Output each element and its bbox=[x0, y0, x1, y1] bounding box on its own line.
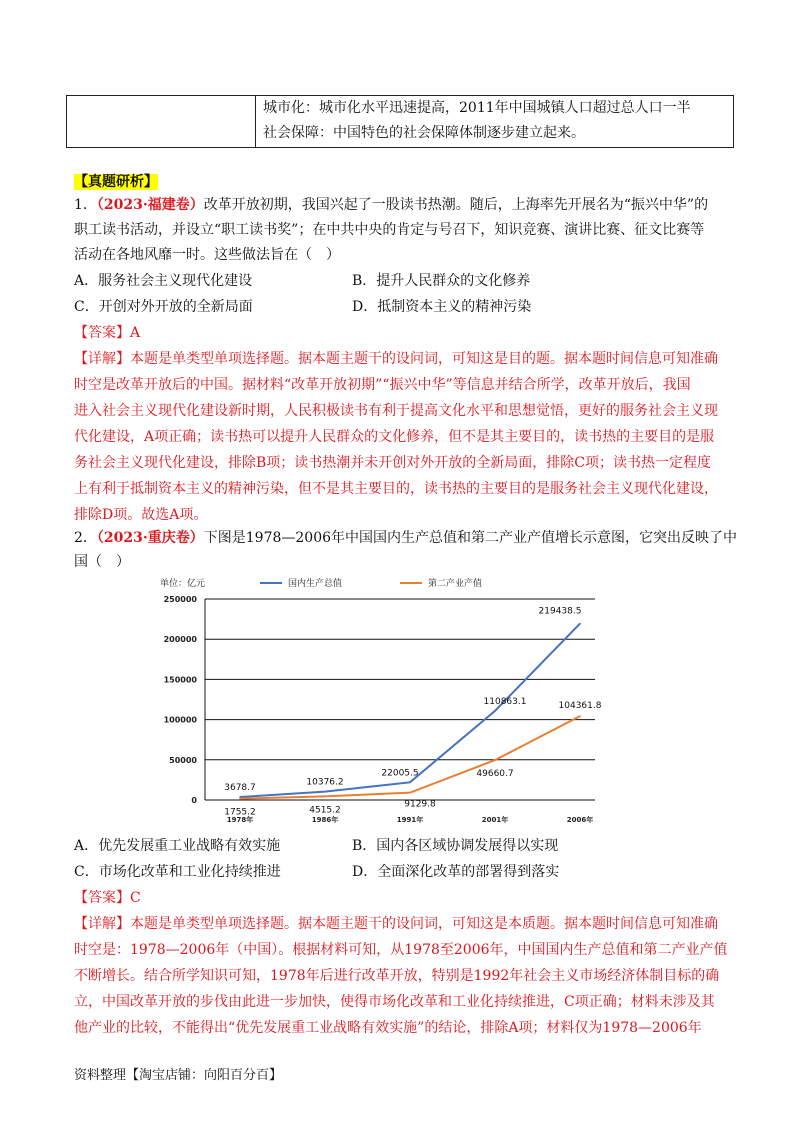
data-point-1-2 bbox=[409, 792, 411, 794]
x-tick-label-2: 1991年 bbox=[396, 816, 424, 824]
chart-unit-label: 单位：亿元 bbox=[160, 579, 206, 589]
data-point-1-4 bbox=[579, 715, 581, 717]
q2-answer-label: 【答案】 bbox=[74, 890, 130, 906]
y-tick-label-0: 0 bbox=[191, 796, 197, 805]
data-label-1-0: 1755.2 bbox=[224, 807, 256, 818]
q1-option-a: A．服务社会主义现代化建设 bbox=[74, 273, 253, 289]
table-row-urbanization: 城市化：城市化水平迅速提高，2011年中国城镇人口超过总人口一半 bbox=[263, 100, 691, 116]
q2-explain-line-3: 不断增长。结合所学知识可知，1978年后进行改革开放，特别是1992年社会主义市场经济体制目标的确 bbox=[74, 968, 720, 984]
section-title: 【真题研析】 bbox=[74, 174, 158, 190]
legend-label-1: 第二产业产值 bbox=[428, 579, 483, 589]
x-tick-label-4: 2006年 bbox=[566, 816, 594, 824]
q2-explain-label: 【详解】 bbox=[74, 916, 130, 932]
q2-option-a: A．优先发展重工业战略有效实施 bbox=[74, 838, 281, 854]
q1-explain-line-6: 上有利于抵制资本主义的精神污染，但不是其主要目的，读书热的主要目的是服务社会主义现代化建设， bbox=[74, 481, 718, 497]
q1-stem-line-1 bbox=[74, 195, 708, 215]
y-tick-label-5: 250000 bbox=[163, 595, 197, 604]
q1-option-b: B．提升人民群众的文化修养 bbox=[352, 273, 531, 289]
x-tick-label-3: 2001年 bbox=[481, 816, 509, 824]
q2-explain-text-1: 本题是单类型单项选择题。据本题主题干的设问词，可知这是本质题。据本题时间信息可知准确 bbox=[130, 916, 718, 932]
data-point-1-1 bbox=[324, 796, 326, 798]
section-title-line bbox=[74, 172, 158, 192]
x-tick-label-1: 1986年 bbox=[311, 816, 339, 824]
q1-answer-value: A bbox=[130, 325, 141, 341]
q1-source: （2023·福建卷） bbox=[96, 197, 204, 213]
q2-stem-line-2: 国（ ） bbox=[74, 554, 130, 570]
q1-option-d: D．抵制资本主义的精神污染 bbox=[352, 299, 532, 315]
q2-source: （2023·重庆卷） bbox=[96, 530, 204, 546]
table-cell bbox=[263, 96, 727, 146]
legend-label-0: 国内生产总值 bbox=[288, 579, 343, 589]
y-tick-label-1: 50000 bbox=[169, 755, 197, 765]
data-label-0-0: 3678.7 bbox=[224, 783, 256, 794]
q1-option-c: C．开创对外开放的全新局面 bbox=[74, 299, 253, 315]
data-label-0-2: 22005.5 bbox=[381, 768, 419, 779]
q2-explain-line-2: 时空是：1978—2006年（中国）。根据材料可知，从1978至2006年，中国国内生产总值和第二产业产值 bbox=[74, 942, 728, 958]
q1-explain-line-7: 排除D项。故选A项。 bbox=[74, 507, 208, 523]
q2-option-d: D．全面深化改革的部署得到落实 bbox=[352, 864, 560, 880]
data-label-0-4: 219438.5 bbox=[538, 606, 582, 617]
q2-answer-line bbox=[74, 888, 141, 908]
q1-explain-line-3: 进入社会主义现代化建设新时期，人民积极读书有利于提高文化水平和思想觉悟，更好的服务社会主义现 bbox=[74, 403, 718, 419]
q1-explain-line-4: 代化建设，A项正确；读书热可以提升人民群众的文化修养，但不是其主要目的，读书热的主要目的是服 bbox=[74, 429, 715, 445]
data-point-0-4 bbox=[579, 623, 581, 625]
y-tick-label-3: 150000 bbox=[163, 675, 197, 685]
table-row-social-security: 社会保障：中国特色的社会保障体制逐步建立起来。 bbox=[263, 125, 585, 141]
q1-explain-line-1 bbox=[74, 349, 718, 369]
q2-stem-text-1: 下图是1978—2006年中国国内生产总值和第二产业产值增长示意图，它突出反映了中 bbox=[203, 530, 738, 546]
q2-option-c: C．市场化改革和工业化持续推进 bbox=[74, 864, 281, 880]
q2-option-b: B．国内各区域协调发展得以实现 bbox=[352, 838, 559, 854]
q1-explain-line-5: 务社会主义现代化建设，排除B项；读书热潮并未开创对外开放的全新局面，排除C项；读书热一定程度 bbox=[74, 455, 711, 471]
data-label-1-4: 104361.8 bbox=[558, 701, 602, 712]
data-label-0-3: 110863.1 bbox=[483, 696, 527, 707]
q2-number: 2． bbox=[74, 530, 97, 546]
q2-stem-line-1 bbox=[74, 528, 737, 548]
data-point-0-1 bbox=[324, 791, 326, 793]
q1-explain-text-1: 本题是单类型单项选择题。据本题主题干的设问词，可知这是目的题。据本题时间信息可知准确 bbox=[130, 351, 718, 367]
table-divider bbox=[255, 96, 256, 147]
footer-note: 资料整理【淘宝店铺：向阳百分百】 bbox=[74, 1068, 283, 1083]
chart-svg bbox=[150, 572, 620, 830]
q1-answer-line bbox=[74, 323, 140, 343]
q1-stem-text-1: 改革开放初期，我国兴起了一股读书热潮。随后，上海率先开展名为“振兴中华”的 bbox=[203, 197, 709, 213]
q1-number: 1． bbox=[74, 197, 97, 213]
data-label-1-1: 4515.2 bbox=[309, 805, 341, 816]
q1-stem-line-3: 活动在各地风靡一时。这些做法旨在（ ） bbox=[74, 247, 340, 263]
q2-explain-line-5: 他产业的比较，不能得出“优先发展重工业战略有效实施”的结论，排除A项；材料仅为1978—2006年 bbox=[74, 1020, 702, 1036]
q1-stem-line-2: 职工读书活动，并设立“职工读书奖”；在中共中央的肯定与号召下，知识竞赛、演讲比赛、征文比赛等 bbox=[74, 222, 705, 238]
y-tick-label-2: 100000 bbox=[163, 715, 197, 725]
q2-explain-line-4: 立，中国改革开放的步伐由此进一步加快，使得市场化改革和工业化持续推进，C项正确；材料未涉及其 bbox=[74, 994, 715, 1010]
q1-explain-line-2: 时空是改革开放后的中国。据材料“改革开放初期”“振兴中华”等信息并结合所学，改革开放后，我国 bbox=[74, 377, 691, 393]
data-point-0-3 bbox=[494, 710, 496, 712]
data-point-1-0 bbox=[239, 798, 241, 800]
q1-answer-label: 【答案】 bbox=[74, 325, 130, 341]
series-line-1 bbox=[240, 716, 580, 798]
data-label-1-3: 49660.7 bbox=[476, 769, 514, 780]
q2-answer-value: C bbox=[130, 890, 141, 906]
q1-explain-label: 【详解】 bbox=[74, 351, 130, 367]
data-label-0-1: 10376.2 bbox=[306, 777, 344, 788]
summary-table bbox=[66, 95, 734, 148]
q2-explain-line-1 bbox=[74, 914, 718, 934]
gdp-line-chart bbox=[150, 572, 620, 830]
x-tick-label-0: 1978年 bbox=[226, 816, 254, 824]
data-point-1-3 bbox=[494, 759, 496, 761]
data-label-1-2: 9129.8 bbox=[404, 799, 436, 810]
data-point-0-2 bbox=[409, 782, 411, 784]
y-tick-label-4: 200000 bbox=[163, 635, 197, 645]
